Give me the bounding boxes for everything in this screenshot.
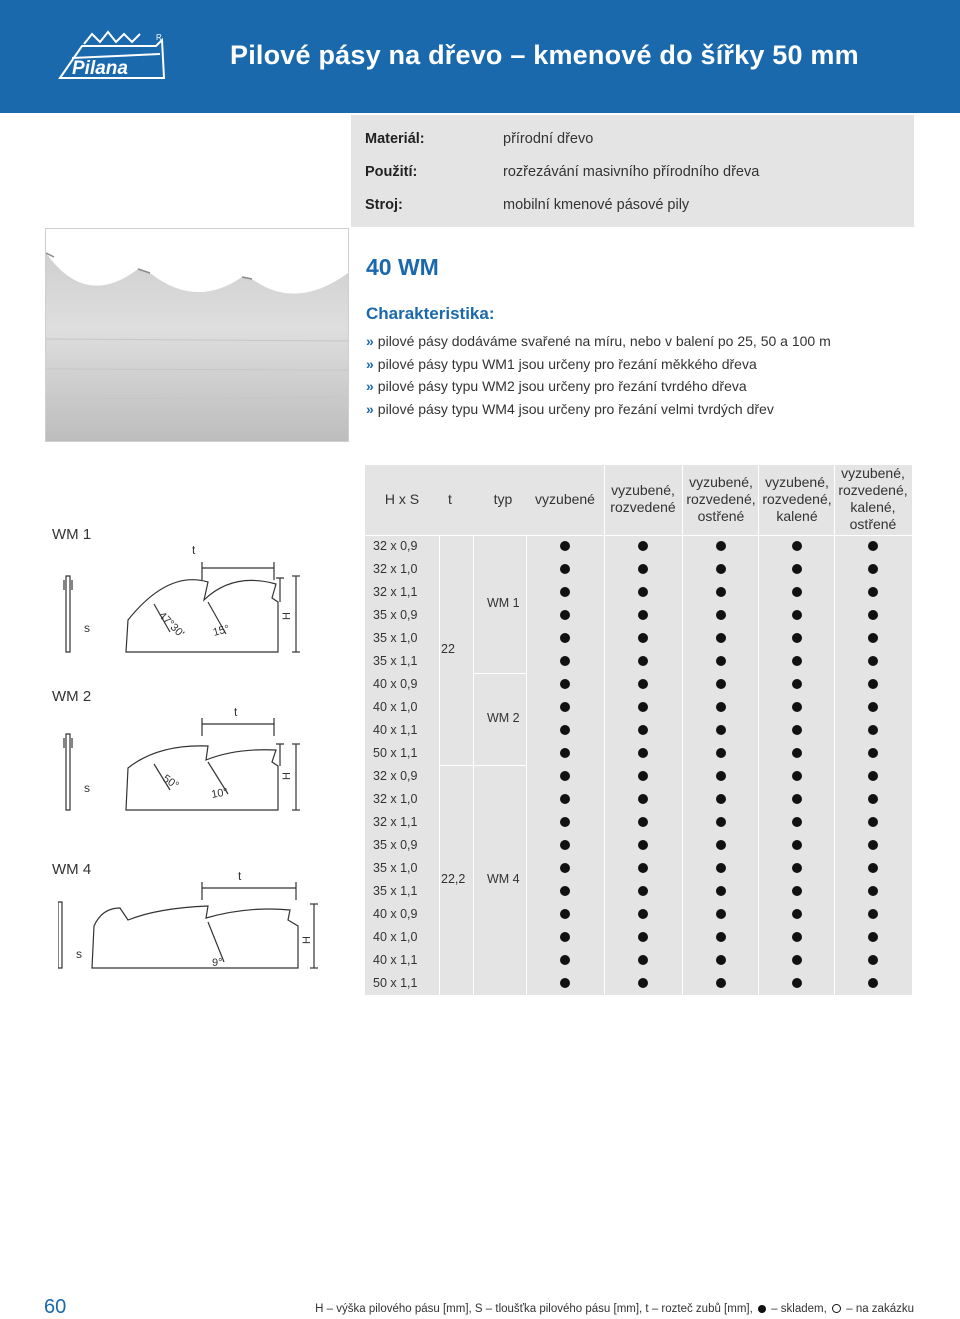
in-stock-dot-icon	[868, 978, 878, 988]
in-stock-dot-icon	[560, 587, 570, 597]
size-cell: 40 x 1,0	[373, 700, 418, 714]
in-stock-dot-icon	[868, 679, 878, 689]
dim-t: t	[238, 869, 242, 883]
bullet-text: pilové pásy typu WM1 jsou určeny pro řezání měkkého dřeva	[377, 355, 757, 372]
in-stock-dot-icon	[560, 840, 570, 850]
in-stock-dot-icon	[560, 748, 570, 758]
bullet-marker: »	[366, 378, 374, 394]
legend-order: – na zakázku	[846, 1303, 914, 1315]
in-stock-dot-icon	[560, 955, 570, 965]
in-stock-dot-icon	[868, 748, 878, 758]
in-stock-dot-icon	[868, 656, 878, 666]
info-label: Materiál:	[365, 131, 425, 147]
size-cell: 35 x 0,9	[373, 608, 418, 622]
bullet-text: pilové pásy dodáváme svařené na míru, nebo v balení po 25, 50 a 100 m	[377, 333, 831, 349]
spec-table	[365, 465, 912, 995]
in-stock-dot-icon	[638, 748, 648, 758]
in-stock-dot-icon	[560, 541, 570, 551]
in-stock-dot-icon	[560, 794, 570, 804]
header-rule	[365, 535, 912, 536]
size-cell: 32 x 0,9	[373, 539, 418, 553]
info-label: Použití:	[365, 164, 418, 180]
in-stock-dot-icon	[716, 725, 726, 735]
list-item	[366, 398, 831, 421]
dim-H: H	[281, 612, 293, 620]
profile-label-wm4: WM 4	[52, 861, 92, 878]
in-stock-dot-icon	[716, 702, 726, 712]
in-stock-dot-icon	[638, 679, 648, 689]
in-stock-dot-icon	[638, 610, 648, 620]
tooth-profile-wm2	[58, 704, 330, 820]
in-stock-dot-icon	[560, 932, 570, 942]
in-stock-dot-icon	[868, 909, 878, 919]
angle-rake: 50°	[160, 772, 181, 793]
in-stock-dot-icon	[716, 771, 726, 781]
in-stock-dot-icon	[560, 679, 570, 689]
in-stock-dot-icon	[792, 886, 802, 896]
tooth-profile-wm1	[58, 540, 330, 660]
in-stock-dot-icon	[868, 886, 878, 896]
list-item	[366, 375, 831, 398]
in-stock-dot-icon	[638, 541, 648, 551]
in-stock-dot-icon	[868, 725, 878, 735]
in-stock-dot-icon	[638, 702, 648, 712]
in-stock-dot-icon	[560, 817, 570, 827]
info-panel	[351, 115, 914, 227]
characteristics-title: Charakteristika:	[366, 304, 495, 323]
col-header-c3: vyzubené, rozvedené, ostřené	[686, 473, 756, 524]
angle-clearance: 10°	[210, 786, 229, 801]
in-stock-dot-icon	[638, 886, 648, 896]
in-stock-dot-icon	[716, 587, 726, 597]
in-stock-dot-icon	[792, 932, 802, 942]
in-stock-dot-icon	[716, 748, 726, 758]
column-separator	[604, 465, 605, 995]
page-number: 60	[44, 1296, 67, 1318]
size-cell: 40 x 1,1	[373, 953, 418, 967]
in-stock-dot-icon	[792, 771, 802, 781]
size-cell: 32 x 1,0	[373, 792, 418, 806]
info-label: Stroj:	[365, 197, 403, 213]
column-separator	[834, 465, 835, 995]
in-stock-dot-icon	[716, 794, 726, 804]
size-cell: 40 x 0,9	[373, 677, 418, 691]
in-stock-dot-icon	[792, 633, 802, 643]
page-header	[0, 0, 960, 113]
in-stock-dot-icon	[792, 564, 802, 574]
column-separator	[526, 535, 527, 995]
in-stock-dot-icon	[792, 794, 802, 804]
page-title: Pilové pásy na dřevo – kmenové do šířky 50 mm	[230, 40, 859, 70]
in-stock-dot-icon	[868, 633, 878, 643]
in-stock-dot-icon	[716, 541, 726, 551]
in-stock-dot-icon	[638, 955, 648, 965]
in-stock-dot-icon	[560, 610, 570, 620]
column-separator	[758, 465, 759, 995]
in-stock-dot-icon	[638, 633, 648, 643]
in-stock-dot-icon	[868, 840, 878, 850]
in-stock-dot-icon	[868, 610, 878, 620]
in-stock-dot-icon	[868, 817, 878, 827]
filled-dot-icon	[758, 1305, 766, 1313]
in-stock-dot-icon	[560, 771, 570, 781]
in-stock-dot-icon	[792, 748, 802, 758]
in-stock-dot-icon	[716, 610, 726, 620]
size-cell: 35 x 1,1	[373, 654, 418, 668]
in-stock-dot-icon	[716, 656, 726, 666]
in-stock-dot-icon	[716, 932, 726, 942]
in-stock-dot-icon	[638, 840, 648, 850]
in-stock-dot-icon	[792, 909, 802, 919]
in-stock-dot-icon	[560, 702, 570, 712]
dim-s: s	[76, 947, 82, 961]
type-cell: WM 4	[487, 872, 520, 886]
dim-t: t	[234, 705, 238, 719]
size-cell: 35 x 1,0	[373, 631, 418, 645]
legend-stock: – skladem,	[771, 1303, 827, 1315]
product-model: 40 WM	[366, 254, 439, 280]
col-header-hxs: H x S	[384, 490, 420, 507]
in-stock-dot-icon	[560, 656, 570, 666]
in-stock-dot-icon	[792, 679, 802, 689]
in-stock-dot-icon	[560, 863, 570, 873]
bullet-text: pilové pásy typu WM2 jsou určeny pro řezání tvrdého dřeva	[377, 378, 747, 394]
col-header-t: t	[448, 490, 452, 507]
size-cell: 32 x 0,9	[373, 769, 418, 783]
group-separator	[473, 673, 526, 674]
pitch-cell: 22	[441, 642, 455, 656]
characteristics-list	[366, 330, 831, 420]
in-stock-dot-icon	[638, 771, 648, 781]
in-stock-dot-icon	[638, 978, 648, 988]
pilana-logo-icon	[52, 28, 170, 86]
col-header-c4: vyzubené, rozvedené, kalené	[762, 473, 832, 524]
bullet-marker: »	[366, 355, 374, 372]
in-stock-dot-icon	[638, 656, 648, 666]
type-cell: WM 1	[487, 596, 520, 610]
in-stock-dot-icon	[638, 932, 648, 942]
in-stock-dot-icon	[868, 932, 878, 942]
size-cell: 40 x 0,9	[373, 907, 418, 921]
info-value: přírodní dřevo	[503, 131, 594, 147]
dim-s: s	[84, 621, 90, 635]
dim-s: s	[84, 781, 90, 795]
col-header-c5: vyzubené, rozvedené, kalené, ostřené	[838, 465, 908, 532]
in-stock-dot-icon	[868, 794, 878, 804]
in-stock-dot-icon	[792, 863, 802, 873]
in-stock-dot-icon	[638, 725, 648, 735]
size-cell: 50 x 1,1	[373, 746, 418, 760]
in-stock-dot-icon	[638, 863, 648, 873]
in-stock-dot-icon	[638, 909, 648, 919]
tooth-profile-wm4	[58, 868, 330, 978]
saw-blade-image	[46, 229, 348, 441]
in-stock-dot-icon	[868, 955, 878, 965]
in-stock-dot-icon	[868, 702, 878, 712]
col-header-c2: vyzubené, rozvedené	[610, 482, 676, 515]
size-cell: 35 x 1,0	[373, 861, 418, 875]
in-stock-dot-icon	[792, 656, 802, 666]
in-stock-dot-icon	[716, 679, 726, 689]
col-header-c1: vyzubené	[535, 490, 595, 507]
in-stock-dot-icon	[792, 840, 802, 850]
angle-clearance: 9°	[212, 957, 223, 969]
in-stock-dot-icon	[716, 886, 726, 896]
bullet-marker: »	[366, 333, 374, 349]
saw-blade-photo	[45, 228, 349, 442]
in-stock-dot-icon	[560, 564, 570, 574]
in-stock-dot-icon	[792, 955, 802, 965]
size-cell: 32 x 1,1	[373, 585, 418, 599]
in-stock-dot-icon	[716, 633, 726, 643]
in-stock-dot-icon	[716, 817, 726, 827]
in-stock-dot-icon	[868, 771, 878, 781]
group-separator	[439, 765, 473, 766]
col-header-typ: typ	[493, 490, 513, 507]
profile-label-wm2: WM 2	[52, 688, 92, 705]
size-cell: 32 x 1,0	[373, 562, 418, 576]
in-stock-dot-icon	[792, 725, 802, 735]
in-stock-dot-icon	[638, 564, 648, 574]
in-stock-dot-icon	[638, 794, 648, 804]
in-stock-dot-icon	[638, 587, 648, 597]
size-cell: 40 x 1,1	[373, 723, 418, 737]
in-stock-dot-icon	[868, 541, 878, 551]
size-cell: 50 x 1,1	[373, 976, 418, 990]
list-item	[366, 330, 831, 353]
list-item	[366, 353, 831, 376]
in-stock-dot-icon	[792, 541, 802, 551]
logo-wordmark: Pilana	[72, 58, 128, 79]
dim-t: t	[192, 543, 196, 557]
angle-clearance: 15°	[211, 622, 231, 639]
in-stock-dot-icon	[792, 702, 802, 712]
in-stock-dot-icon	[560, 633, 570, 643]
column-separator	[682, 465, 683, 995]
in-stock-dot-icon	[716, 909, 726, 919]
in-stock-dot-icon	[868, 564, 878, 574]
type-cell: WM 2	[487, 711, 520, 725]
size-cell: 35 x 1,1	[373, 884, 418, 898]
in-stock-dot-icon	[716, 863, 726, 873]
info-value: mobilní kmenové pásové pily	[503, 197, 690, 213]
in-stock-dot-icon	[560, 909, 570, 919]
profile-label-wm1: WM 1	[52, 526, 92, 543]
registered-mark: R	[156, 33, 162, 42]
angle-rake: 47°30'	[155, 609, 187, 641]
in-stock-dot-icon	[716, 978, 726, 988]
footer-legend	[315, 1303, 914, 1315]
size-cell: 40 x 1,0	[373, 930, 418, 944]
empty-dot-icon	[832, 1304, 841, 1313]
in-stock-dot-icon	[792, 587, 802, 597]
in-stock-dot-icon	[560, 725, 570, 735]
bullet-marker: »	[366, 400, 374, 417]
in-stock-dot-icon	[792, 610, 802, 620]
in-stock-dot-icon	[792, 817, 802, 827]
in-stock-dot-icon	[716, 955, 726, 965]
size-cell: 35 x 0,9	[373, 838, 418, 852]
in-stock-dot-icon	[868, 863, 878, 873]
dim-H: H	[301, 936, 313, 944]
in-stock-dot-icon	[792, 978, 802, 988]
in-stock-dot-icon	[638, 817, 648, 827]
in-stock-dot-icon	[560, 886, 570, 896]
in-stock-dot-icon	[868, 587, 878, 597]
size-cell: 32 x 1,1	[373, 815, 418, 829]
in-stock-dot-icon	[560, 978, 570, 988]
dim-H: H	[281, 772, 293, 780]
pitch-cell: 22,2	[441, 872, 466, 886]
in-stock-dot-icon	[716, 564, 726, 574]
legend-text: H – výška pilového pásu [mm], S – tloušťka pilového pásu [mm], t – rozteč zubů [mm],	[315, 1303, 753, 1315]
in-stock-dot-icon	[716, 840, 726, 850]
group-separator	[473, 765, 526, 766]
info-value: rozřezávání masivního přírodního dřeva	[503, 164, 760, 180]
bullet-text: pilové pásy typu WM4 jsou určeny pro řezání velmi tvrdých dřev	[377, 400, 774, 417]
